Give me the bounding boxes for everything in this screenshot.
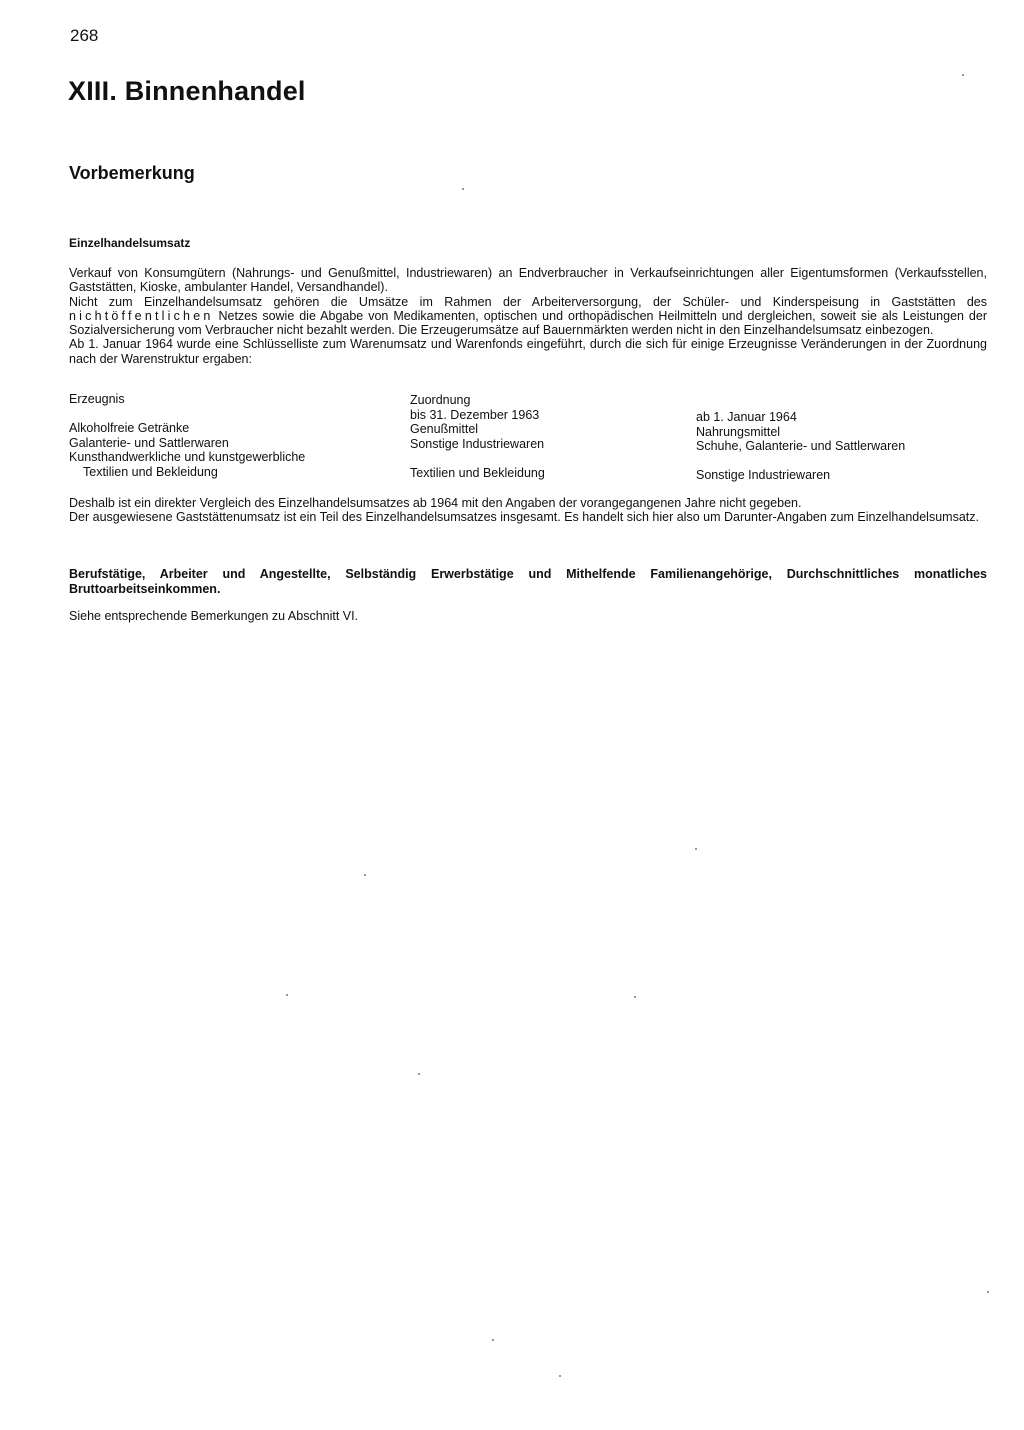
einzelhandel-paragraph-3: Ab 1. Januar 1964 wurde eine Schlüsselliste zum Warenumsatz und Warenfonds eingeführt, durch die sich für einige Erzeugnisse Veränderungen in der Zuordnung nach der Warenstruktur ergaben: <box>69 337 987 366</box>
paragraph-2-end: Netzes sowie die Abgabe von Medikamenten, optischen und orthopädischen Heilmitteln und dergleichen, soweit sie als Leistungen der Sozialversicherung vom Verbraucher nicht bezahlt werden. Die Erzeugerumsätze auf Bauernmärkten werden nicht in den Einzelhandelsumsatz einbezogen. <box>69 308 987 338</box>
paragraph-2-spaced-word: nichtöffentlichen <box>69 308 214 323</box>
after-table-text <box>69 496 987 525</box>
einzelhandel-text <box>69 266 987 366</box>
table-column-erzeugnis <box>69 392 305 479</box>
section-title: Vorbemerkung <box>69 163 195 183</box>
table-cell: Galanterie- und Sattlerwaren <box>69 435 229 450</box>
table-cell: Kunsthandwerkliche und kunstgewerbliche <box>69 450 306 464</box>
table-cell: Textilien und Bekleidung <box>410 465 545 480</box>
after-table-paragraph-1: Deshalb ist ein direkter Vergleich des Einzelhandelsumsatzes ab 1964 mit den Angaben der vorangegangenen Jahre nicht gegeben. <box>69 496 802 510</box>
page-number: 268 <box>70 26 99 45</box>
scan-speck <box>462 188 464 190</box>
einzelhandel-paragraph-2 <box>69 295 987 338</box>
table-subheader-ab: ab 1. Januar 1964 <box>696 410 797 424</box>
scan-speck <box>286 994 288 996</box>
berufstaetige-text <box>69 609 987 623</box>
table-cell: Sonstige Industriewaren <box>410 436 545 451</box>
berufstaetige-paragraph: Siehe entsprechende Bemerkungen zu Abschnitt VI. <box>69 609 359 623</box>
table-column-ab <box>696 410 905 483</box>
table-cell: Nahrungsmittel <box>696 424 781 439</box>
table-cell: Genußmittel <box>410 422 479 436</box>
table-cell: Sonstige Industriewaren <box>696 468 831 482</box>
table-cell: Schuhe, Galanterie- und Sattlerwaren <box>696 439 906 453</box>
chapter-title: XIII. Binnenhandel <box>68 76 306 106</box>
table-subheader-bis: bis 31. Dezember 1963 <box>410 407 540 422</box>
after-table-paragraph-2: Der ausgewiesene Gaststättenumsatz ist ein Teil des Einzelhandelsumsatzes insgesamt. Es handelt sich hier also um Darunter-Angaben zum Einzelhandelsumsatz. <box>69 510 979 525</box>
table-header-erzeugnis: Erzeugnis <box>69 392 125 406</box>
scan-speck <box>987 1291 989 1293</box>
scan-speck <box>559 1375 561 1377</box>
table-cell: Alkoholfreie Getränke <box>69 421 190 435</box>
table-column-bis <box>410 393 545 480</box>
paragraph-2-start: Nicht zum Einzelhandelsumsatz gehören die Umsätze im Rahmen der Arbeiterversorgung, der Schüler- und Kinderspeisung in Gaststätten des <box>69 294 987 309</box>
scan-speck <box>364 874 366 876</box>
scan-speck <box>695 848 697 850</box>
table-cell: Textilien und Bekleidung <box>83 464 218 479</box>
scan-speck <box>418 1073 420 1075</box>
berufstaetige-heading: Berufstätige, Arbeiter und Angestellte, Selbständig Erwerbstätige und Mithelfende Familienangehörige, Durchschnittliches monatliches Bruttoarbeitseinkommen. <box>69 567 987 596</box>
einzelhandel-paragraph-1: Verkauf von Konsumgütern (Nahrungs- und Genußmittel, Industriewaren) an Endverbraucher in Verkaufseinrichtungen aller Eigentumsformen (Verkaufsstellen, Gaststätten, Kioske, ambulanter Handel, Versandhandel). <box>69 266 987 295</box>
scan-speck <box>634 996 636 998</box>
einzelhandel-heading: Einzelhandelsumsatz <box>69 236 191 250</box>
table-header-zuordnung: Zuordnung <box>410 393 471 407</box>
scan-speck <box>492 1339 494 1341</box>
scan-speck <box>962 74 964 76</box>
